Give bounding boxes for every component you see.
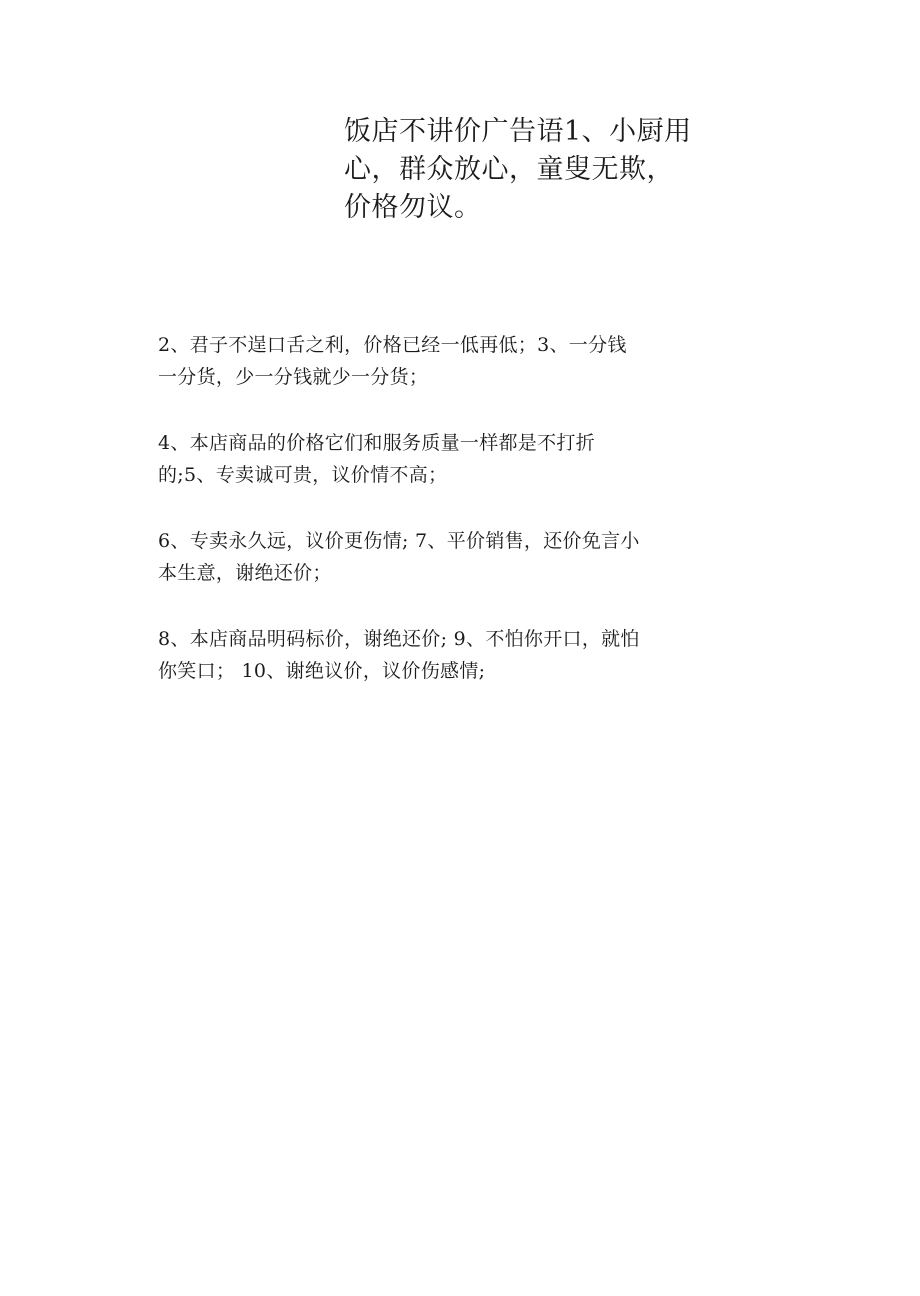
paragraph-line: 2、君子不逞口舌之利，价格已经一低再低；3、一分钱 [158, 334, 627, 356]
slogan-paragraph [158, 623, 758, 687]
paragraph-line: 8、本店商品明码标价，谢绝还价; 9、不怕你开口，就怕 [158, 628, 640, 650]
paragraph-line: 的;5、专卖诚可贵，议价情不高； [158, 464, 448, 486]
document-title [344, 113, 734, 227]
paragraph-line: 本生意，谢绝还价； [158, 562, 332, 584]
paragraph-line: 4、本店商品的价格它们和服务质量一样都是不打折 [158, 432, 595, 454]
title-line: 价格勿议。 [344, 192, 482, 223]
paragraph-line: 你笑口； 10、谢绝议价，议价伤感情; [158, 660, 486, 682]
paragraph-line: 6、专卖永久远，议价更伤情; 7、平价销售，还价免言小 [158, 530, 640, 552]
slogan-paragraph [158, 525, 758, 589]
title-line: 饭店不讲价广告语1、小厨用 [344, 116, 692, 147]
paragraph-line: 一分货，少一分钱就少一分货； [158, 366, 429, 388]
slogan-paragraph [158, 329, 758, 393]
slogan-paragraph [158, 427, 758, 491]
title-line: 心，群众放心，童叟无欺， [344, 154, 674, 185]
